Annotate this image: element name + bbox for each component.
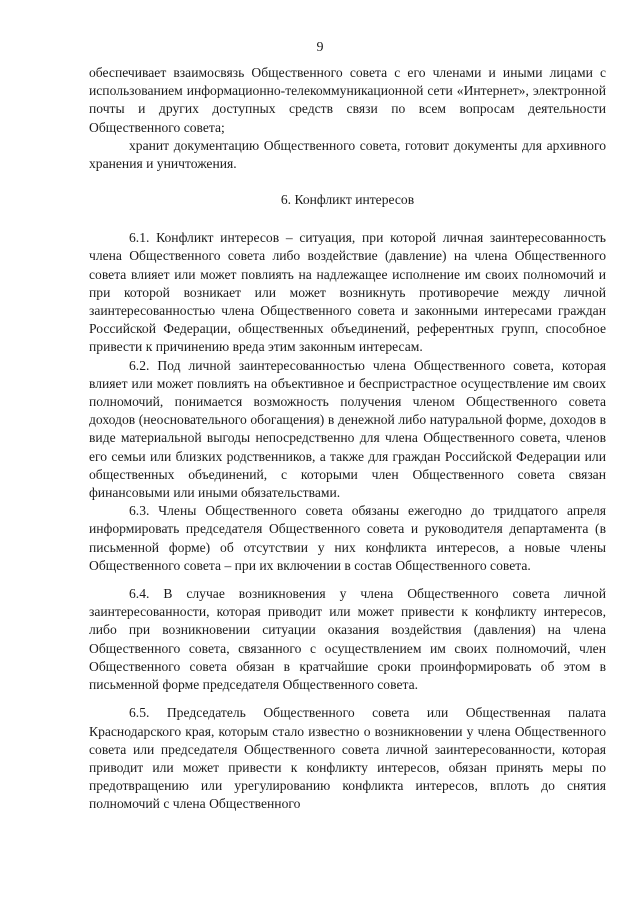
section-heading: 6. Конфликт интересов <box>280 192 415 208</box>
clause-6-4: 6.4. В случае возникновения у члена Общественного совета личной заинтересованности, которая приводит или может привести к конфликту интересов, либо при возникновении ситуации оказания воздействия (давления) на члена Общественного совета, связанного с осуществлением им своих полномочий, член Общественного совета обязан в кратчайшие сроки проинформировать об этом в письменной форме председателя Общественного совета. <box>89 586 606 693</box>
spacer <box>89 575 606 585</box>
clause-6-1: 6.1. Конфликт интересов – ситуация, при которой личная заинтересованность члена Общественного совета либо воздействие (давление) на члена Общественного совета влияет или может повлиять на надлежащее исполнение им своих полномочий и при которой возникает или может возникнуть противоречие между личной заинтересованностью члена Общественного совета и законными интересами граждан Российской Федерации, общественных объединений, референтных групп, способное привести к причинению вреда этим законным интересам. <box>89 230 606 355</box>
clause-6-5: 6.5. Председатель Общественного совета или Общественная палата Краснодарского края, которым стало известно о возникновении у члена Общественного совета или председателя Общественного совета личной заинтересованности, которая приводит или может привести к конфликту интересов, обязан принять меры по предотвращению или урегулированию конфликта интересов, вплоть до снятия полномочий с члена Общественного <box>89 705 606 812</box>
clause-6-3: 6.3. Члены Общественного совета обязаны ежегодно до тридцатого апреля информировать председателя Общественного совета и руководителя департамента (в письменной форме) об отсутствии у них конфликта интересов, а новые члены Общественного совета – при их включении в состав Общественного совета. <box>89 503 606 573</box>
spacer <box>89 694 606 704</box>
clause-6-2: 6.2. Под личной заинтересованностью члена Общественного совета, которая влияет или может повлиять на объективное и беспристрастное осуществление им своих полномочий, понимается возможность получения членом Общественного совета доходов (неосновательного обогащения) в денежной либо натуральной форме, доходов в виде материальной выгоды непосредственно для члена Общественного совета, членов его семьи или близких родственников, а также для граждан Российской Федерации или общественных объединений, с которыми член Общественного совета связан финансовыми или иными обязательствами. <box>89 357 606 501</box>
paragraph-archive: хранит документацию Общественного совета, готовит документы для архивного хранения и уничтожения. <box>89 137 606 172</box>
paragraph-communication: обеспечивает взаимосвязь Общественного совета с его членами и иными лицами с использованием информационно-телекоммуникационной сети «Интернет», электронной почты и других доступных средств связи по всем вопросам деятельности Общественного совета; <box>89 65 606 135</box>
document-body <box>89 64 606 814</box>
page-number: 9 <box>316 40 324 55</box>
